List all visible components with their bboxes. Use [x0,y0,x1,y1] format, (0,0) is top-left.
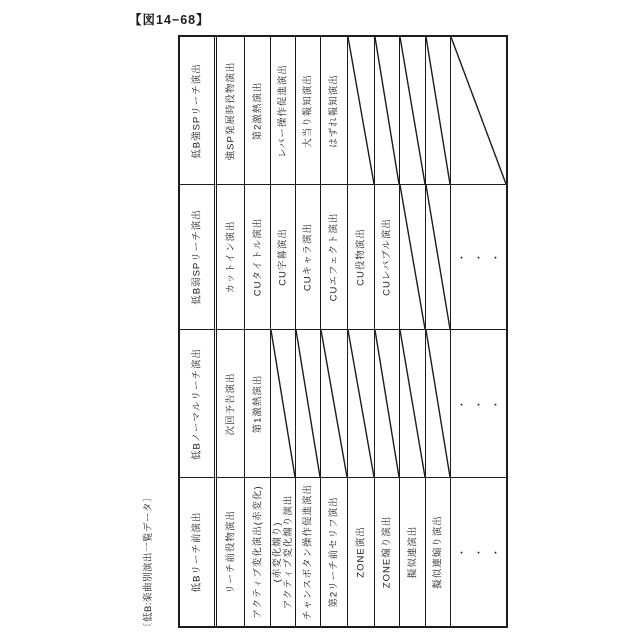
item-cell [271,478,296,626]
row-header-label: 低Bノーマルリーチ演出 [191,347,203,460]
slashed-empty-cell [296,330,321,478]
slashed-empty-cell [321,330,348,478]
diagonal-slash-icon [400,330,425,477]
continuation-cell [451,185,506,330]
item-label: 第2リーチ前セリフ演出 [328,496,340,608]
item-cell [217,185,245,330]
slashed-empty-cell [375,37,400,185]
slashed-empty-cell [348,330,375,478]
slashed-empty-cell [426,185,451,330]
continuation-cell [451,330,506,478]
item-cell [426,478,451,626]
item-cell [271,37,296,185]
item-main-label: アクティブ変化煽り演出 [283,494,294,610]
ellipsis-label: ・・・ [456,400,508,411]
item-cell [217,478,245,626]
item-cell [321,37,348,185]
performance-list-table [178,35,508,628]
diagonal-slash-icon [348,37,374,184]
diagonal-slash-icon [426,37,450,184]
diagonal-slash-icon [426,185,450,329]
item-label: 第1激熱演出 [252,374,263,433]
item-label: CUレバブル演出 [381,218,393,296]
item-cell [375,478,400,626]
figure-title: 【図14−68】 [129,13,210,27]
item-cell [400,478,426,626]
ellipsis-label: ・・・ [456,548,508,560]
item-label: ZONE煽り演出 [381,515,393,589]
item-label: 擬似連煽り演出 [432,515,444,589]
item-label [272,495,294,609]
row-header-label: 低B強SPリーチ演出 [191,62,203,159]
item-cell [296,37,321,185]
item-cell [296,185,321,330]
diagonal-slash-icon [451,37,506,184]
item-label: 次回予告演出 [225,371,236,436]
row-header-cell [180,330,217,478]
item-cell [245,37,271,185]
ellipsis-label: ・・・ [456,253,508,265]
item-label: 擬似連演出 [407,525,418,579]
item-cell [296,478,321,626]
row-header-cell [180,185,217,330]
item-label: CUエフェクト演出 [328,212,340,302]
item-cell [321,478,348,626]
item-cell [375,185,400,330]
row-header-cell [180,478,217,626]
diagonal-slash-icon [400,37,425,184]
slashed-empty-cell [400,185,426,330]
row-header-label: 低B弱SPリーチ演出 [191,209,203,305]
slashed-empty-cell [271,330,296,478]
item-label: リーチ前役物演出 [225,509,236,595]
diagonal-slash-icon [426,330,450,477]
row-header-cell [180,37,217,185]
item-cell [217,37,245,185]
item-cell [217,330,245,478]
item-label: ZONE演出 [355,526,367,578]
item-cell [271,185,296,330]
item-label: CUキャラ演出 [302,222,314,292]
item-label: CU字幕演出 [277,228,289,286]
diagonal-slash-icon [375,330,399,477]
slashed-empty-cell [400,330,426,478]
item-cell [245,478,271,626]
item-label: CUタイトル演出 [252,217,263,297]
item-label: 第2激熱演出 [252,81,263,140]
item-label: チャンスボタン操作促進演出 [302,484,314,620]
item-cell [321,185,348,330]
row-header-label: 低Bリーチ前演出 [191,511,203,593]
item-cell [348,478,375,626]
continuation-cell [451,478,506,626]
item-cell [245,185,271,330]
slashed-empty-cell [400,37,426,185]
item-label: 大当り報知演出 [302,73,314,148]
diagonal-slash-icon [348,330,374,477]
diagonal-slash-icon [296,330,320,477]
item-label: アクティブ変化演出(赤変化) [252,485,263,619]
item-label: レバー操作促進演出 [277,63,289,158]
diagonal-slash-icon [321,330,347,477]
slashed-empty-cell [426,330,451,478]
item-label: カットイン演出 [225,220,236,294]
diagonal-slash-icon [271,330,295,477]
item-label: はずれ報知演出 [328,73,340,148]
slashed-empty-cell [375,330,400,478]
item-sub-label: (赤変化煽り) [272,521,283,583]
diagonal-slash-icon [400,185,425,329]
item-cell [348,185,375,330]
slashed-empty-cell [348,37,375,185]
item-label: 強SP発展時役物演出 [225,61,236,160]
slashed-empty-cell [426,37,451,185]
diagonal-slash-icon [375,37,399,184]
item-cell [245,330,271,478]
figure-side-label: 〔低B:楽曲別演出一覧データ〕 [143,492,154,632]
item-label: CU役物演出 [355,228,367,286]
slashed-empty-cell [451,37,506,185]
